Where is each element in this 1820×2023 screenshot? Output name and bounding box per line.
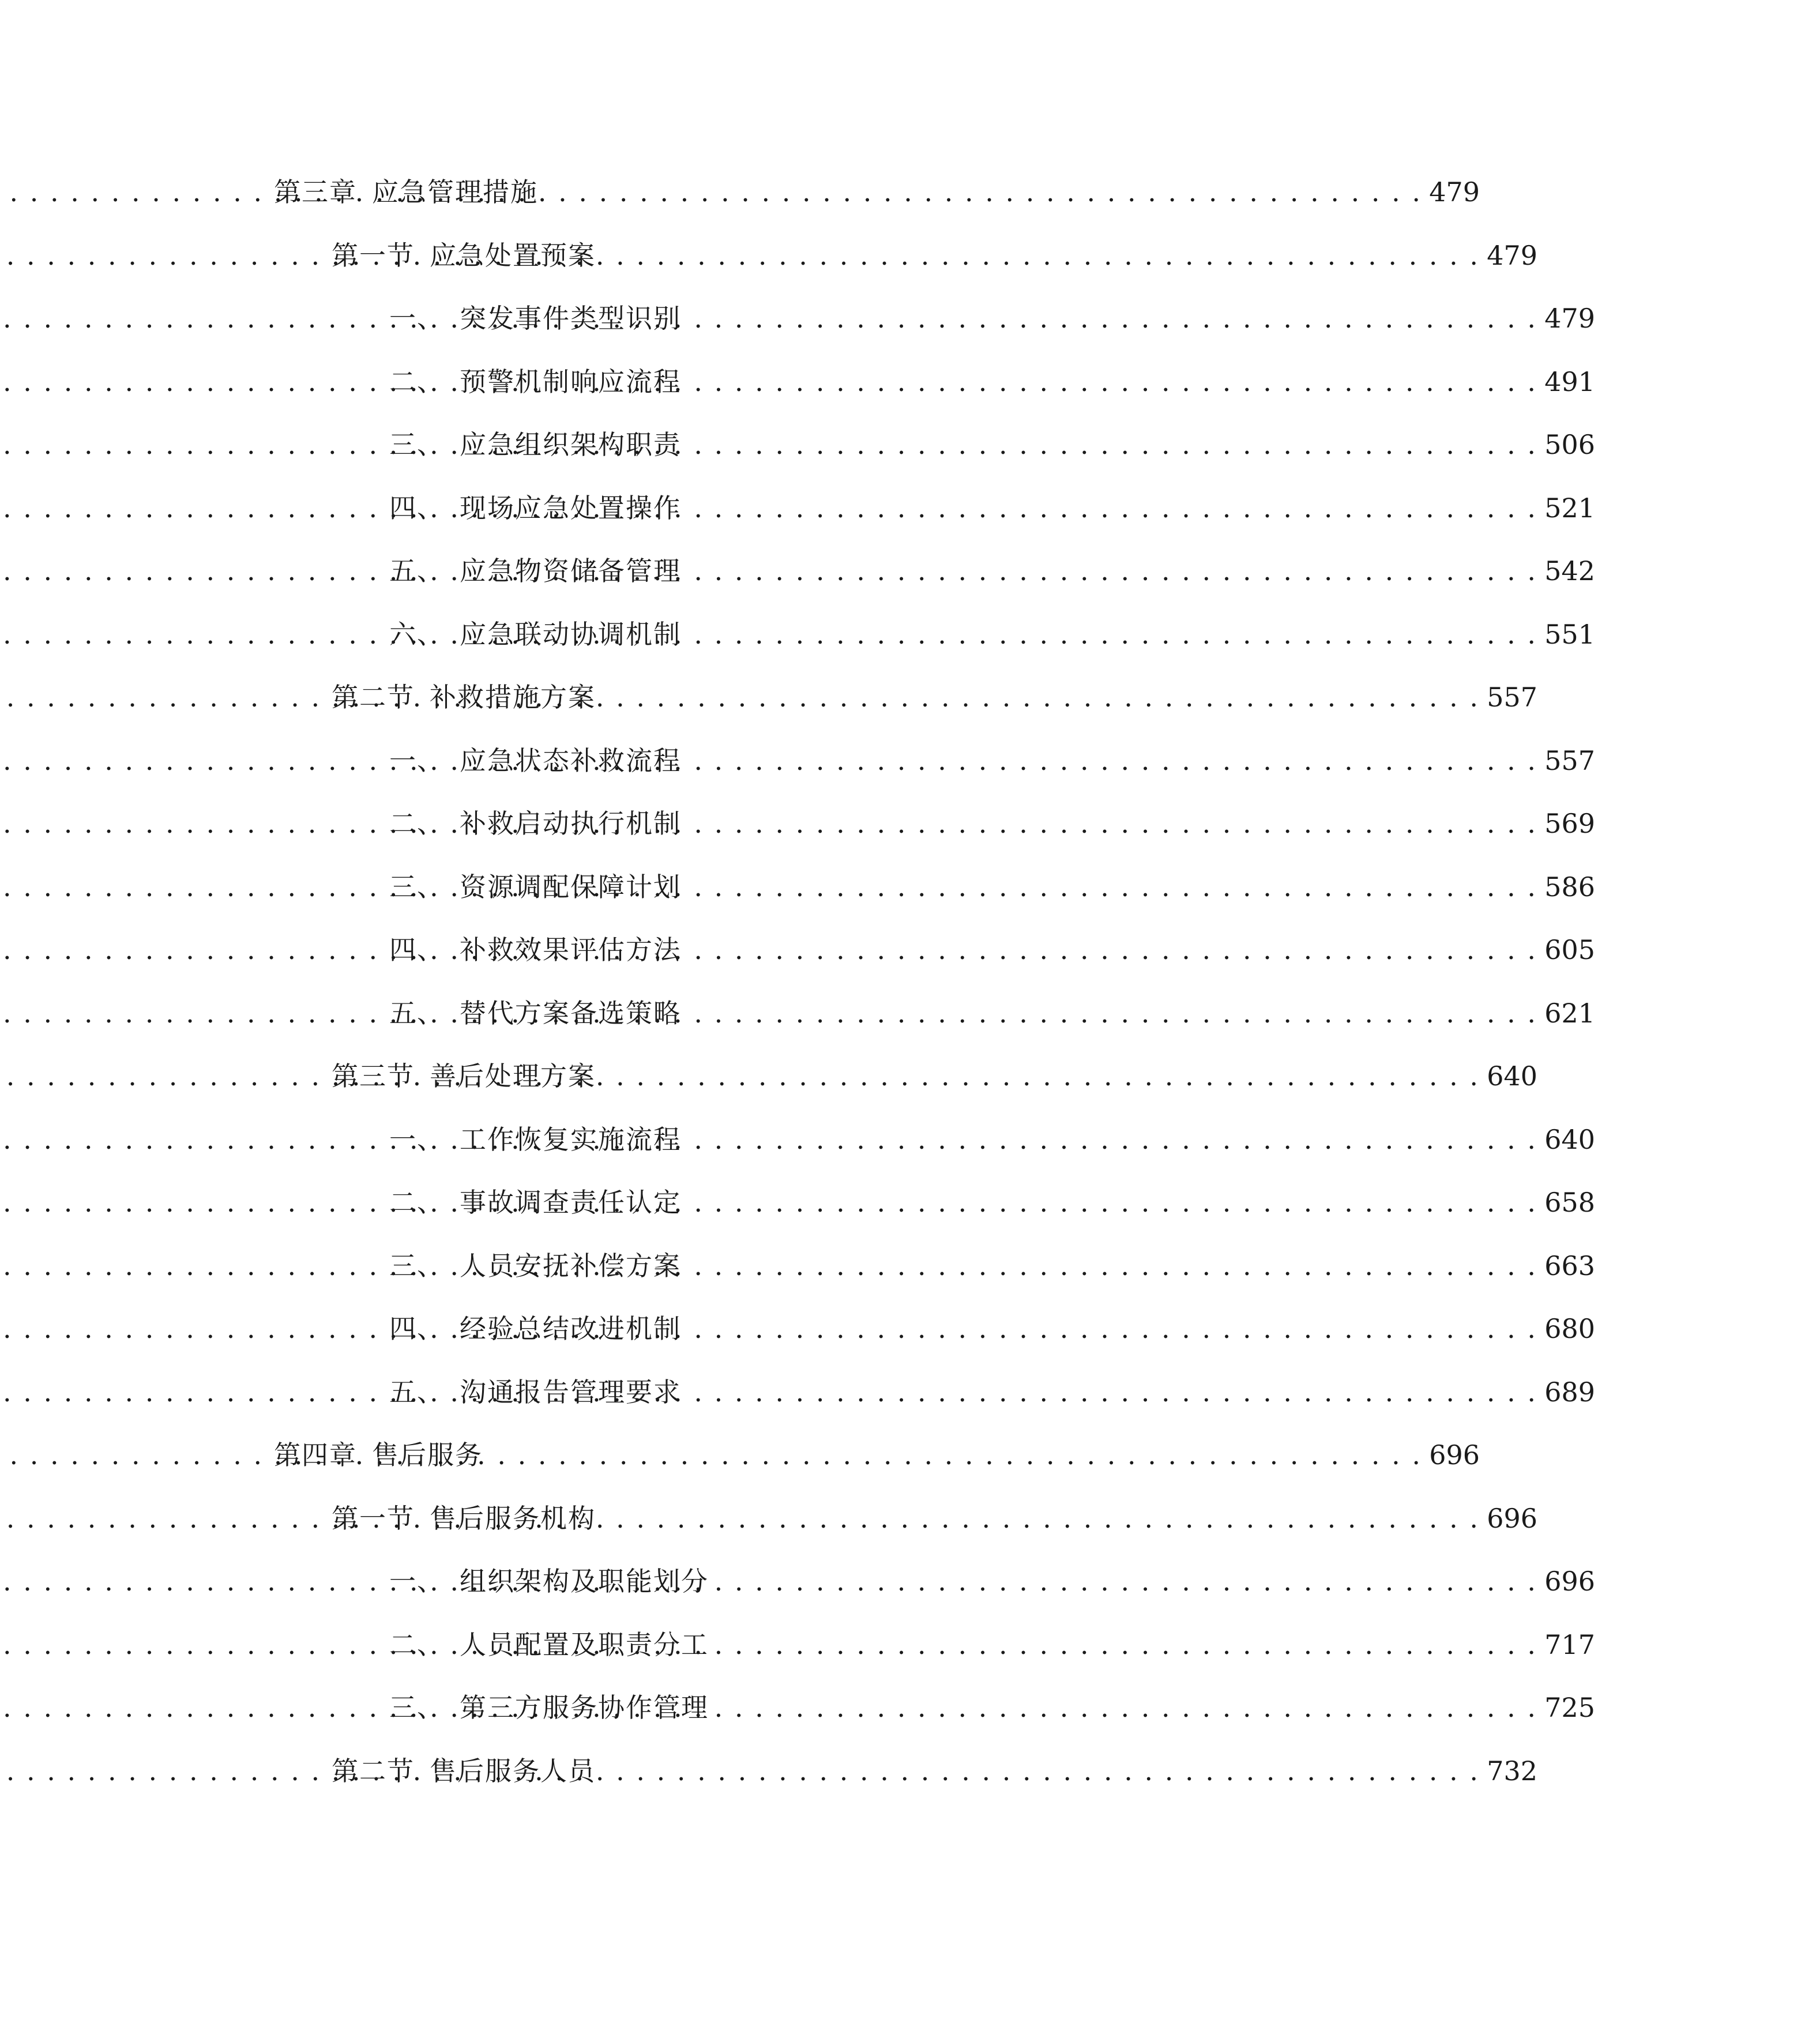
entry-page-number: 506 [1544, 429, 1595, 460]
entry-number: 二、 [389, 366, 445, 397]
entry-page-number: 689 [1544, 1377, 1595, 1408]
entry-number: 二、 [389, 1187, 445, 1218]
dot-leader [600, 1053, 1480, 1099]
entry-title: 应急管理措施 [372, 176, 538, 208]
toc-entry[interactable] [0, 1306, 1820, 1352]
entry-page-number: 521 [1544, 492, 1595, 524]
toc-entry[interactable] [0, 1748, 1762, 1794]
dot-leader [600, 232, 1480, 279]
entry-number: 第一节 [332, 240, 415, 271]
entry-page-number: 479 [1487, 240, 1537, 271]
dot-leader [713, 1558, 1537, 1604]
dot-leader [686, 1179, 1537, 1225]
dot-leader [686, 1243, 1537, 1289]
entry-page-number: 663 [1544, 1250, 1595, 1281]
entry-number: 第一节 [332, 1503, 415, 1534]
entry-page-number: 640 [1544, 1124, 1595, 1155]
entry-title: 突发事件类型识别 [460, 303, 681, 334]
dot-leader [686, 422, 1537, 468]
dot-leader [713, 1622, 1537, 1668]
toc-entry[interactable] [0, 422, 1820, 468]
entry-title: 工作恢复实施流程 [460, 1124, 681, 1155]
entry-title: 替代方案备选策略 [460, 998, 681, 1029]
entry-title: 组织架构及职能划分 [460, 1566, 709, 1597]
entry-number: 五、 [389, 998, 445, 1029]
entry-title: 应急处置预案 [430, 240, 596, 271]
entry-number: 二、 [389, 808, 445, 839]
entry-number: 一、 [389, 1566, 445, 1597]
toc-entry[interactable] [0, 927, 1820, 973]
toc-entry[interactable] [0, 485, 1820, 531]
entry-page-number: 479 [1429, 176, 1480, 208]
dot-leader [686, 1369, 1537, 1415]
entry-number: 第四章 [274, 1439, 357, 1471]
toc-entry[interactable] [0, 611, 1820, 657]
toc-entry[interactable] [0, 800, 1820, 847]
entry-title: 第三方服务协作管理 [460, 1692, 709, 1723]
entry-number: 六、 [389, 619, 445, 650]
toc-entry[interactable] [0, 1053, 1762, 1099]
dot-leader [487, 1432, 1422, 1478]
entry-page-number: 551 [1544, 619, 1595, 650]
entry-number: 第二节 [332, 682, 415, 713]
entry-title: 现场应急处置操作 [460, 492, 681, 524]
toc-entry[interactable] [0, 738, 1820, 784]
dot-leader [543, 169, 1422, 215]
toc-entry[interactable] [0, 1116, 1820, 1163]
entry-title: 售后服务机构 [430, 1503, 596, 1534]
dot-leader [686, 611, 1537, 657]
entry-page-number: 621 [1544, 998, 1595, 1029]
toc-entry[interactable] [0, 990, 1820, 1036]
entry-title: 售后服务 [372, 1439, 483, 1471]
toc-entry[interactable] [0, 1243, 1820, 1289]
entry-page-number: 725 [1544, 1692, 1595, 1723]
dot-leader [686, 864, 1537, 910]
dot-leader [600, 1495, 1480, 1541]
entry-number: 三、 [389, 871, 445, 903]
entry-number: 第三章 [274, 176, 357, 208]
entry-number: 第三节 [332, 1061, 415, 1092]
dot-leader [686, 738, 1537, 784]
entry-page-number: 491 [1544, 366, 1595, 397]
entry-number: 四、 [389, 1313, 445, 1344]
dot-leader [686, 1306, 1537, 1352]
toc-entry[interactable] [0, 359, 1820, 405]
toc-entry[interactable] [0, 1495, 1762, 1541]
entry-page-number: 696 [1487, 1503, 1537, 1534]
entry-page-number: 696 [1429, 1439, 1480, 1471]
entry-number: 二、 [389, 1629, 445, 1660]
entry-page-number: 586 [1544, 871, 1595, 903]
dot-leader [686, 927, 1537, 973]
entry-title: 事故调查责任认定 [460, 1187, 681, 1218]
dot-leader [686, 485, 1537, 531]
entry-page-number: 680 [1544, 1313, 1595, 1344]
entry-title: 应急联动协调机制 [460, 619, 681, 650]
dot-leader [600, 674, 1480, 720]
entry-title: 预警机制响应流程 [460, 366, 681, 397]
entry-number: 四、 [389, 934, 445, 965]
toc-entry[interactable] [0, 1622, 1820, 1668]
dot-leader [686, 990, 1537, 1036]
toc-entry[interactable] [0, 169, 1705, 215]
entry-number: 第二节 [332, 1755, 415, 1787]
dot-leader [686, 548, 1537, 594]
entry-page-number: 732 [1487, 1755, 1537, 1787]
dot-leader [686, 295, 1537, 341]
entry-number: 一、 [389, 1124, 445, 1155]
dot-leader [686, 800, 1537, 847]
entry-title: 资源调配保障计划 [460, 871, 681, 903]
entry-page-number: 717 [1544, 1629, 1595, 1660]
entry-number: 三、 [389, 1692, 445, 1723]
toc-entry[interactable] [0, 674, 1762, 720]
toc-entry[interactable] [0, 1179, 1820, 1225]
entry-title: 沟通报告管理要求 [460, 1377, 681, 1408]
dot-leader [600, 1748, 1480, 1794]
entry-title: 售后服务人员 [430, 1755, 596, 1787]
entry-number: 五、 [389, 1377, 445, 1408]
dot-leader [686, 1116, 1537, 1163]
entry-title: 人员安抚补偿方案 [460, 1250, 681, 1281]
entry-title: 应急组织架构职责 [460, 429, 681, 460]
entry-title: 善后处理方案 [430, 1061, 596, 1092]
entry-page-number: 542 [1544, 555, 1595, 586]
toc-entry[interactable] [0, 1369, 1820, 1415]
entry-title: 应急状态补救流程 [460, 745, 681, 776]
toc-entry[interactable] [0, 548, 1820, 594]
toc-entry[interactable] [0, 232, 1762, 279]
entry-number: 三、 [389, 1250, 445, 1281]
toc-entry[interactable] [0, 864, 1820, 910]
entry-page-number: 557 [1487, 682, 1537, 713]
dot-leader [686, 359, 1537, 405]
entry-page-number: 557 [1544, 745, 1595, 776]
entry-number: 四、 [389, 492, 445, 524]
entry-title: 应急物资储备管理 [460, 555, 681, 586]
entry-page-number: 658 [1544, 1187, 1595, 1218]
toc-entry[interactable] [0, 1432, 1705, 1478]
entry-number: 五、 [389, 555, 445, 586]
entry-page-number: 479 [1544, 303, 1595, 334]
entry-number: 一、 [389, 303, 445, 334]
toc-entry[interactable] [0, 1558, 1820, 1604]
toc-entry[interactable] [0, 1684, 1820, 1731]
entry-page-number: 605 [1544, 934, 1595, 965]
dot-leader [713, 1684, 1537, 1731]
entry-title: 人员配置及职责分工 [460, 1629, 709, 1660]
entry-page-number: 640 [1487, 1061, 1537, 1092]
entry-title: 补救启动执行机制 [460, 808, 681, 839]
toc-entry[interactable] [0, 295, 1820, 341]
entry-number: 三、 [389, 429, 445, 460]
entry-title: 补救措施方案 [430, 682, 596, 713]
entry-page-number: 696 [1544, 1566, 1595, 1597]
entry-title: 补救效果评估方法 [460, 934, 681, 965]
entry-page-number: 569 [1544, 808, 1595, 839]
entry-number: 一、 [389, 745, 445, 776]
entry-title: 经验总结改进机制 [460, 1313, 681, 1344]
